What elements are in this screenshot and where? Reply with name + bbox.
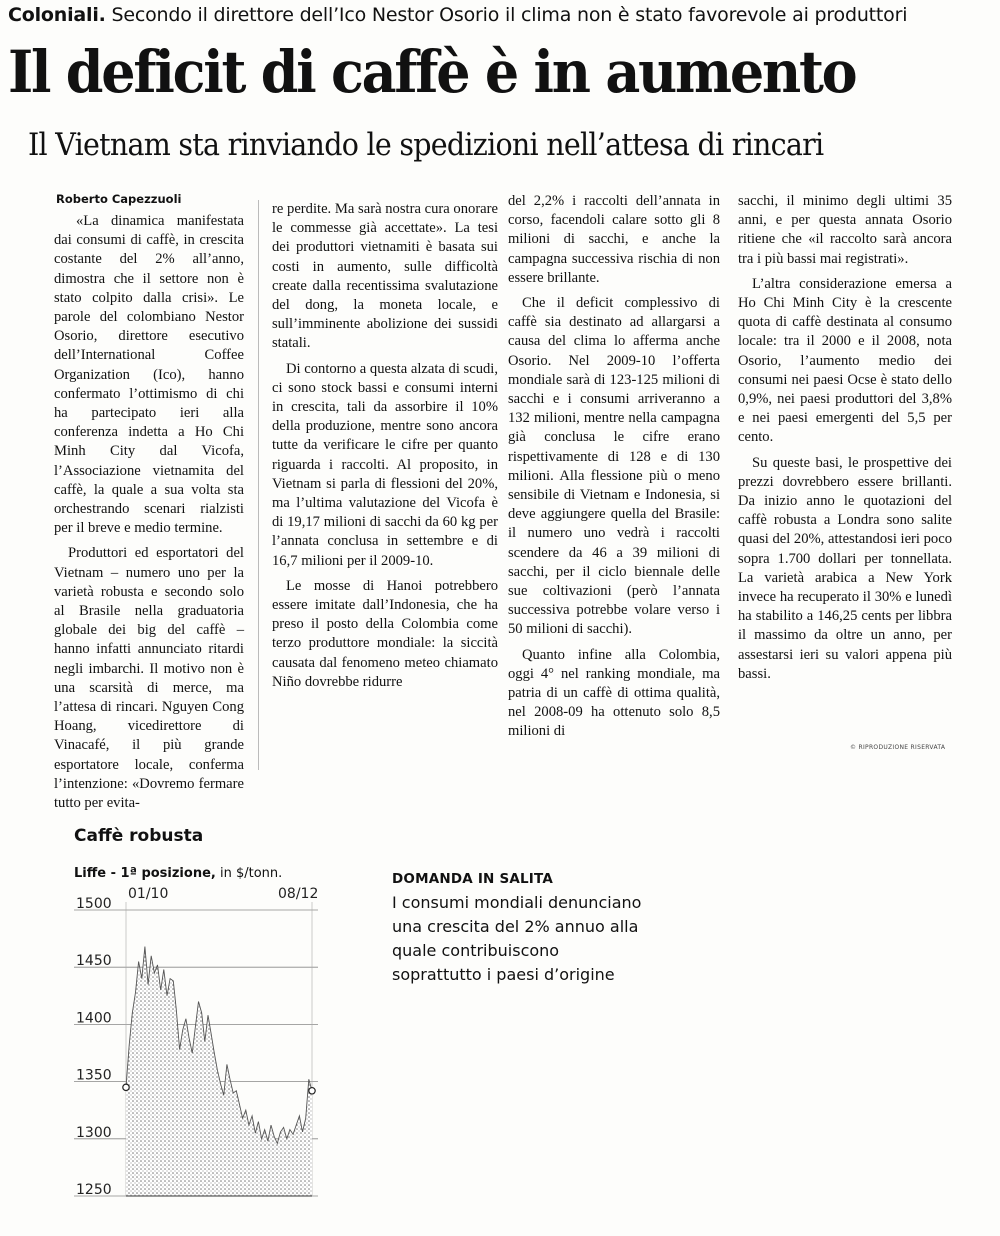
article-column-2 [272, 200, 498, 692]
paragraph: Produttori ed esportatori del Vietnam – numero uno per la varietà robusta e secondo solo al Brasile nella graduatoria globale dei big del caffè – hanno infatti annunciato ritardi negli imbarchi. Il motivo non è una scarsità di merce, ma l’attesa di rincari. Nguyen Cong Hoang, vicedirettore di Vinacafé, il più grande esportatore locale, conferma l’intenzione: «Dovremo fermare tutto per evita- [54, 545, 244, 812]
paragraph: del 2,2% i raccolti dell’annata in corso, facendoli calare sotto gli 8 milioni di sacchi, e anche la campagna successiva rischia di non essere brillante. [508, 193, 720, 286]
paragraph: L’altra considerazione emersa a Ho Chi Minh City è la crescente quota di caffè destinata al consumo locale: tra il 2000 e il 2008, nota Osorio, l’aumento medio dei consumi nei paesi Ocse è stato dello 0,9%, nei paesi produttori del 3,8% e nei paesi emergenti del 5,5 per cento. [738, 275, 952, 446]
article-column-1 [54, 212, 244, 813]
x-tick-label: 08/12 [278, 886, 319, 902]
column-divider [258, 200, 259, 770]
chart-title: Caffè robusta [74, 826, 204, 846]
kicker-section: Coloniali. [8, 4, 106, 26]
y-tick-label: 1400 [76, 1010, 112, 1027]
paragraph: Su queste basi, le prospettive dei prezzi dovrebbero essere brillanti. Da inizio anno le quotazioni del caffè robusta a Londra sono salite quasi del 20%, attestandosi ieri poco sopra 1.700 dollari per tonnellata. La varietà arabica a New York invece ha recuperato il 30% e lunedì ha stabilito a 146,25 cents per libbra il massimo da oltre un anno, per assestarsi ieri su valori appena più bassi. [738, 454, 952, 682]
article-column-4 [738, 192, 952, 684]
y-tick-label: 1350 [76, 1067, 112, 1084]
price-area [126, 947, 312, 1196]
article-column-3 [508, 192, 720, 742]
subheadline: Il Vietnam sta rinviando le spedizioni nell’attesa di rincari [28, 127, 824, 163]
y-tick-label: 1250 [76, 1182, 112, 1198]
paragraph: sacchi, il minimo degli ultimi 35 anni, e per questa annata Osorio ritiene che «il raccolto sarà ancora tra i più bassi mai registrati». [738, 193, 952, 267]
paragraph: Di contorno a questa alzata di scudi, ci sono stock bassi e consumi interni in crescita, tali da assorbire il 10% della produzione, mentre sono ancora tutte da verificare le cifre per quanto riguarda i raccolti. Al proposito, in Vietnam si parla di flessioni del 20%, ma l’ultima valutazione del Vicofa è di 19,17 milioni di sacchi da 60 kg per l’annata conclusa in settembre e di 16,7 milioni per il 2009-10. [272, 360, 498, 569]
copyright-notice: © RIPRODUZIONE RISERVATA [850, 744, 946, 751]
byline: Roberto Capezzuoli [56, 192, 182, 206]
headline: Il deficit di caffè è in aumento [8, 38, 856, 106]
kicker-line [8, 4, 998, 26]
price-marker [309, 1088, 315, 1094]
paragraph: Le mosse di Hanoi potrebbero essere imitate dall’Indonesia, che ha preso il posto della Colombia come terzo produttore mondiale: la siccità causata dal fenomeno meteo chiamato Niño dovrebbe ridurre [272, 577, 498, 690]
chart-subtitle-unit: in $/tonn. [219, 866, 283, 881]
y-tick-label: 1450 [76, 953, 112, 970]
y-tick-label: 1300 [76, 1124, 112, 1141]
x-tick-label: 01/10 [128, 886, 169, 902]
chart-subtitle [74, 866, 282, 881]
paragraph: re perdite. Ma sarà nostra cura onorare le commesse già accettate». La tesi dei produttori vietnamiti è basata sui costi in aumento, sulle difficoltà create dalla recentissima svalutazione del dong, la moneta locale, e sull’imminente abolizione dei sussidi statali. [272, 201, 498, 352]
paragraph: Che il deficit complessivo di caffè sia destinato ad allargarsi a causa del clima lo afferma anche Osorio. Nel 2009-10 l’offerta mondiale sarà di 123-125 milioni di sacchi e i consumi arriveranno a 132 milioni, mentre nella campagna già conclusa le cifre erano rispettivamente di 128 e di 130 milioni. Alla flessione più o meno sensibile di Vietnam e Indonesia, si deve aggiungere quella del Brasile: il numero uno vedrà i raccolti scendere da 46 a 39 milioni di sacchi, per il ciclo biennale delle sue coltivazioni (però l’annata successiva potrebbe volare verso i 50 milioni di sacchi). [508, 295, 720, 638]
kicker-text: Secondo il direttore dell’Ico Nestor Osorio il clima non è stato favorevole ai produttori [111, 4, 908, 26]
price-chart [0, 880, 360, 1210]
price-marker [123, 1084, 129, 1090]
annotation-text: I consumi mondiali denunciano una crescita del 2% annuo alla quale contribuiscono soprattutto i paesi d’origine [392, 893, 642, 984]
paragraph: «La dinamica manifestata dai consumi di caffè, in crescita costante del 2% all’anno, dimostra che il settore non è stato colpito dalla crisi». Le parole del colombiano Nestor Osorio, direttore esecutivo dell’International Coffee Organization (Ico), hanno confermato l’ottimismo di chi ha partecipato ieri alla conferenza indetta a Ho Chi Minh City dal Vicofa, l’Associazione vietnamita del caffè, la quale a sua volta sta orchestrando scenari rialzisti per il breve e medio termine. [54, 213, 244, 537]
annotation-title: DOMANDA IN SALITA [392, 871, 554, 887]
chart-subtitle-source: Liffe - 1ª posizione, [74, 866, 216, 881]
y-tick-label: 1500 [76, 896, 112, 912]
paragraph: Quanto infine alla Colombia, oggi 4° nel ranking mondiale, ma patria di un caffè di ottima qualità, nel 2008-09 ha ottenuto solo 8,5 milioni di [508, 646, 720, 740]
